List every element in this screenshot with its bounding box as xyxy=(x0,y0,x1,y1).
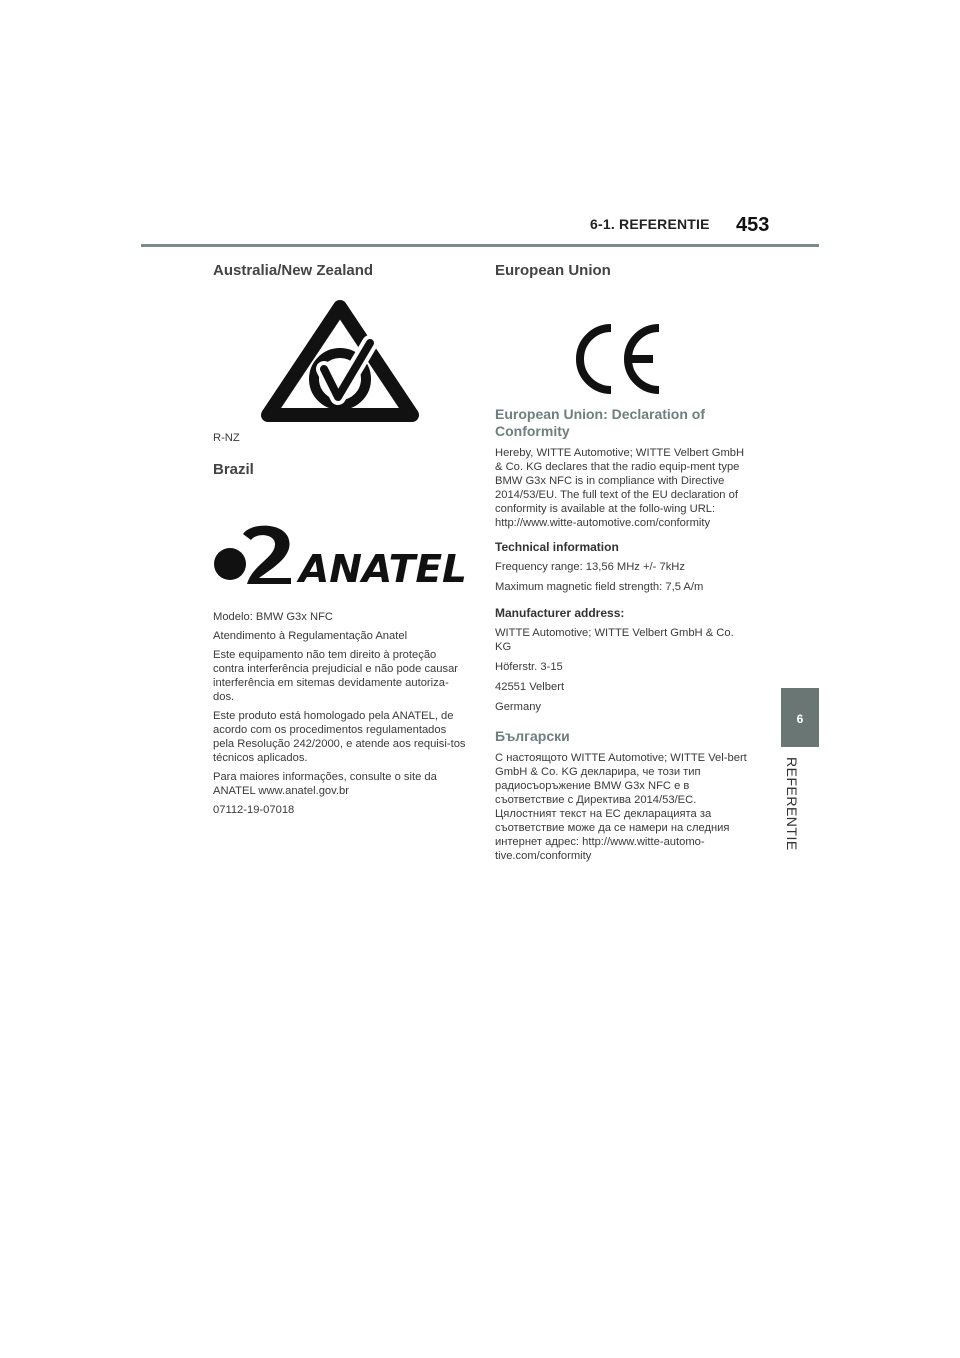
header-rule xyxy=(141,244,819,247)
anatel-logo-text: ANATEL xyxy=(295,547,467,586)
bulgarian-heading: Български xyxy=(495,728,570,744)
manufacturer-country: Germany xyxy=(495,701,542,713)
brazil-model: Modelo: BMW G3x NFC xyxy=(213,611,333,623)
left-column xyxy=(213,262,469,817)
rcm-mark-icon xyxy=(258,299,422,423)
eu-heading: European Union xyxy=(495,262,611,279)
anz-heading: Australia/New Zealand xyxy=(213,262,374,279)
right-column xyxy=(495,262,750,863)
manufacturer-name: WITTE Automotive; WITTE Velbert GmbH & Co. KG xyxy=(495,627,734,653)
manufacturer-city: 42551 Velbert xyxy=(495,681,565,693)
chapter-number: 6 xyxy=(796,712,804,726)
brazil-heading: Brazil xyxy=(213,461,254,478)
brazil-registration-code: 07112-19-07018 xyxy=(213,804,295,816)
brazil-compliance: Atendimento à Regulamentação Anatel xyxy=(213,630,408,642)
brazil-interference-notice: Este equipamento não tem direito à proteção contra interferência prejudicial e não pode causar interferência em sitemas devidamente autoriza-dos. xyxy=(213,649,459,703)
anatel-logo xyxy=(213,520,469,586)
eu-declaration-heading: European Union: Declaration of Conformity xyxy=(495,406,706,439)
chapter-label: REFERENTIE xyxy=(784,757,800,851)
brazil-more-info: Para maiores informações, consulte o site da ANATEL www.anatel.gov.br xyxy=(213,771,437,797)
brazil-homologation: Este produto está homologado pela ANATEL, de acordo com os procedimentos regulamentados pela Resolução 242/2000, e atende aos requisi-tos técnicos aplicados. xyxy=(213,710,466,764)
frequency-range: Frequency range: 13,56 MHz +/- 7kHz xyxy=(495,561,685,573)
running-header-section: 6-1. REFERENTIE xyxy=(590,216,710,232)
ce-mark-icon xyxy=(573,324,665,394)
chapter-tab[interactable] xyxy=(781,688,819,747)
manufacturer-street: Höferstr. 3-15 xyxy=(495,661,563,673)
magnetic-field-strength: Maximum magnetic field strength: 7,5 A/m xyxy=(495,581,704,593)
technical-info-heading: Technical information xyxy=(495,540,619,554)
page-number: 453 xyxy=(736,214,770,236)
anz-code: R-NZ xyxy=(213,432,240,444)
eu-declaration-text: Hereby, WITTE Automotive; WITTE Velbert GmbH & Co. KG declares that the radio equip-ment type BMW G3x NFC is in compliance with Directive 2014/53/EU. The full text of the EU declaration of conformity is available at the follo-wing URL: http://www.witte-automotive.com/conformity xyxy=(495,447,745,529)
bulgarian-text: С настоящото WITTE Automotive; WITTE Vel-bert GmbH & Co. KG декларира, че този тип радиосъоръжение BMW G3x NFC е в съответствие с Директива 2014/53/ЕС. Цялостният текст на ЕС декларацията за съответствие може да се намери на следния интернет адрес: http://www.witte-automo-tive.com/conformity xyxy=(495,752,747,862)
manufacturer-heading: Manufacturer address: xyxy=(495,606,625,620)
